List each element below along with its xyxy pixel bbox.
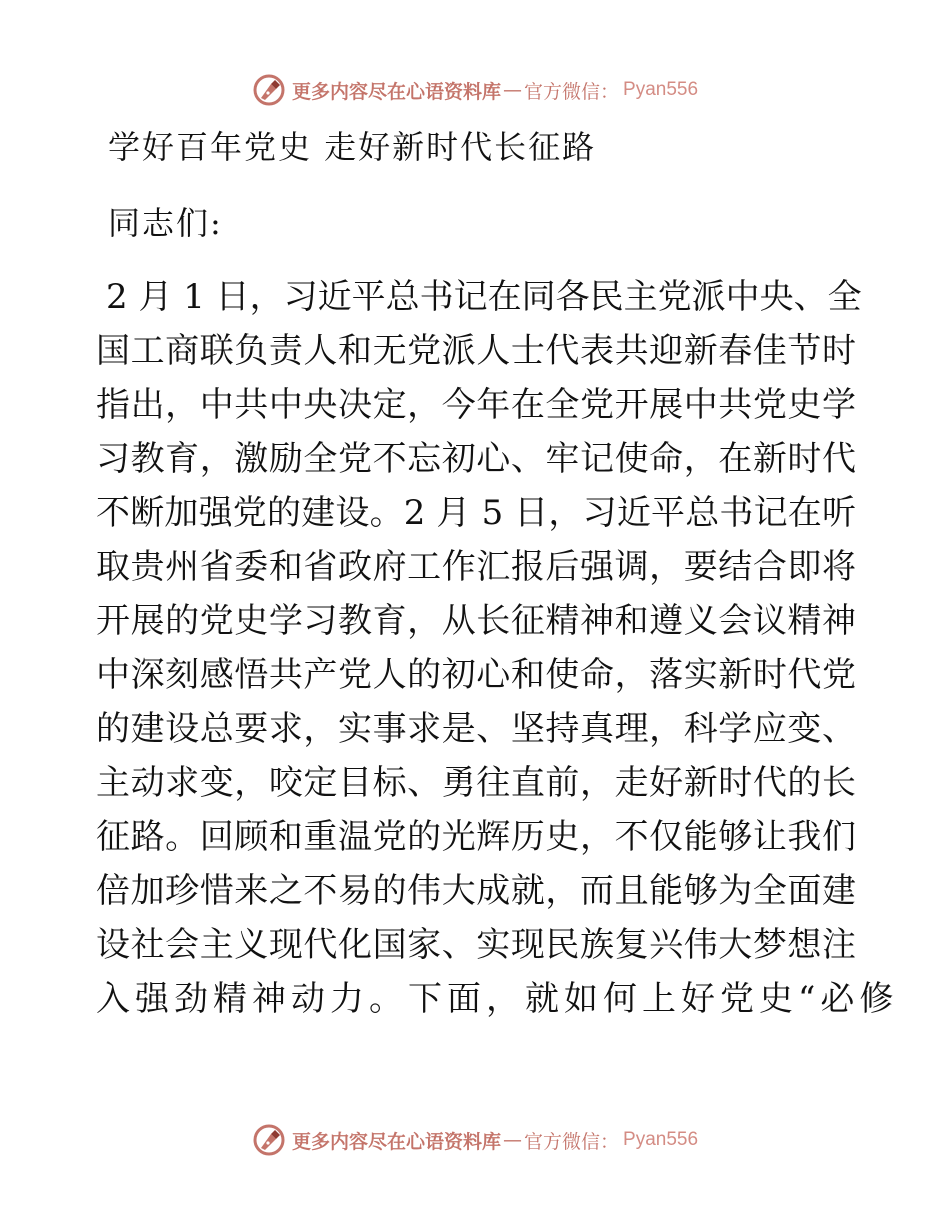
header-watermark — [0, 70, 950, 110]
watermark-label: 官方微信 — [523, 80, 600, 103]
watermark-main: 更多内容尽在心语资料库 — [291, 1130, 501, 1153]
body-line: 2 月 1 日，习近平总书记在同各民主党派中央、全 — [106, 277, 862, 317]
body-line: 习教育，激励全党不忘初心、牢记使命，在新时代 — [96, 439, 856, 479]
watermark-label: 官方微信 — [523, 1130, 600, 1153]
body-line: 国工商联负责人和无党派人士代表共迎新春佳节时 — [96, 331, 856, 371]
pen-nib-icon — [252, 73, 286, 107]
watermark-id: Pyan556 — [623, 79, 699, 100]
body-line: 入强劲精神动力。下面，就如何上好党史“必修 — [96, 979, 899, 1019]
body-line: 设社会主义现代化国家、实现民族复兴伟大梦想注 — [96, 925, 856, 965]
body-line: 不断加强党的建设。2 月 5 日，习近平总书记在听 — [96, 493, 856, 533]
body-line: 中深刻感悟共产党人的初心和使命，落实新时代党 — [96, 655, 856, 695]
body-line: 的建设总要求，实事求是、坚持真理，科学应变、 — [96, 709, 856, 749]
body-line: 开展的党史学习教育，从长征精神和遵义会议精神 — [96, 601, 856, 641]
salutation: 同志们: — [108, 204, 223, 242]
watermark-id: Pyan556 — [623, 1129, 699, 1150]
watermark-colon: ： — [600, 80, 620, 103]
watermark-text — [292, 1127, 698, 1154]
body-line: 指出，中共中央决定，今年在全党开展中共党史学 — [96, 385, 856, 425]
watermark-separator: — — [502, 79, 522, 101]
body-line: 主动求变，咬定目标、勇往直前，走好新时代的长 — [96, 763, 856, 803]
footer-watermark — [0, 1120, 950, 1160]
watermark-colon: ： — [600, 1130, 620, 1153]
body-paragraph — [96, 270, 899, 1026]
pen-nib-icon — [252, 1123, 286, 1157]
watermark-separator: — — [502, 1129, 522, 1151]
body-line: 倍加珍惜来之不易的伟大成就，而且能够为全面建 — [96, 871, 856, 911]
body-line: 征路。回顾和重温党的光辉历史，不仅能够让我们 — [96, 817, 856, 857]
body-line: 取贵州省委和省政府工作汇报后强调，要结合即将 — [96, 547, 856, 587]
document-title: 学好百年党史 走好新时代长征路 — [108, 128, 597, 166]
watermark-main: 更多内容尽在心语资料库 — [291, 80, 501, 103]
watermark-text — [292, 77, 698, 104]
